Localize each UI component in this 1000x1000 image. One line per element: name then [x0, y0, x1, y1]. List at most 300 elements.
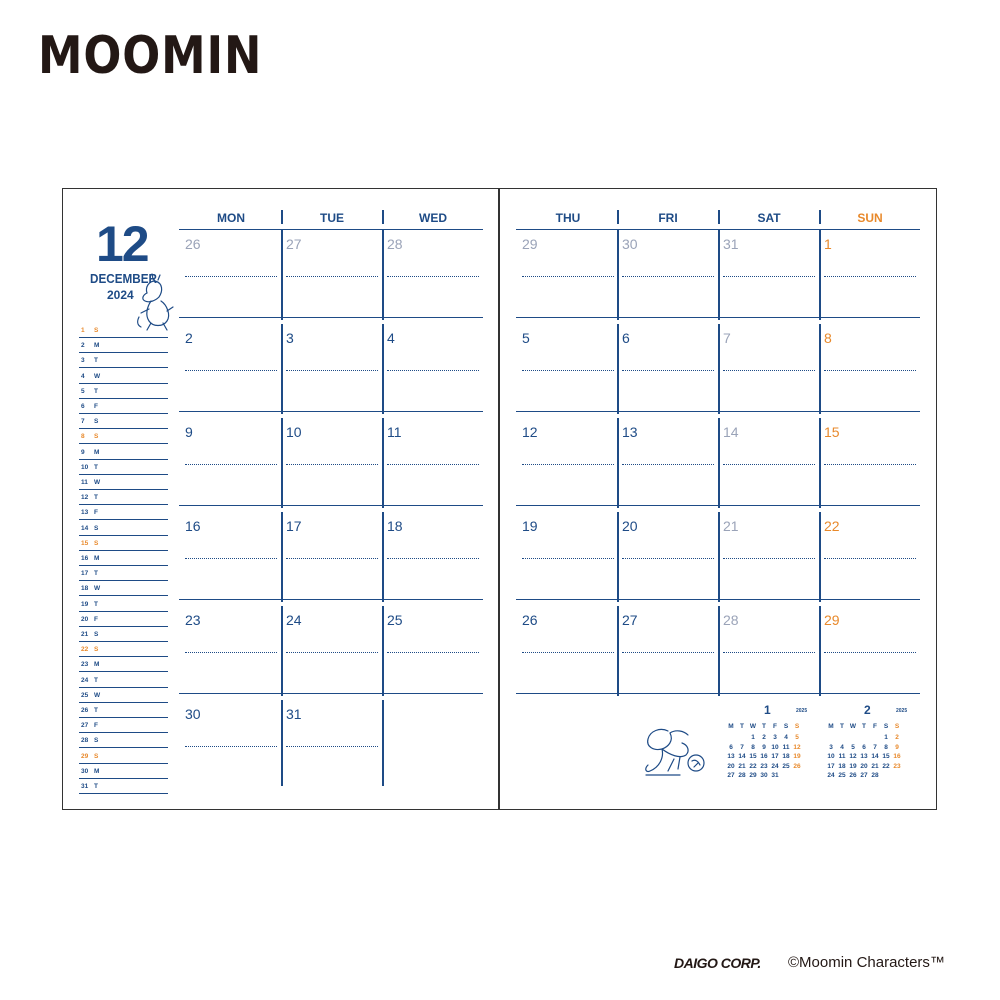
day-number: 20: [622, 518, 638, 534]
side-list-row: [79, 673, 168, 688]
week-rule: [516, 317, 920, 318]
mini-day: 25: [838, 772, 846, 779]
day-writing-line: [185, 746, 277, 747]
side-list-weekday: S: [94, 327, 99, 334]
mini-calendar-month: 1: [764, 703, 771, 717]
day-number: 27: [286, 236, 302, 252]
side-list-weekday: T: [94, 494, 98, 502]
mini-day: 19: [793, 753, 801, 760]
side-list-row: [79, 566, 168, 581]
day-number: 26: [522, 612, 538, 628]
mini-day: 28: [871, 772, 879, 779]
day-writing-line: [723, 370, 815, 371]
day-writing-line: [522, 276, 614, 277]
day-separator: [281, 418, 283, 508]
side-list-row: [79, 369, 168, 384]
day-separator: [382, 418, 384, 508]
side-list-date: 11: [81, 479, 88, 486]
mini-day: 1: [751, 734, 755, 741]
side-list-weekday: F: [94, 509, 98, 517]
day-number: 29: [522, 236, 538, 252]
mini-day: 6: [729, 743, 733, 751]
day-writing-line: [622, 464, 714, 465]
day-number: 13: [622, 424, 638, 440]
side-list-weekday: S: [94, 631, 99, 638]
side-list-weekday: S: [94, 539, 99, 547]
day-writing-line: [387, 558, 479, 559]
side-list-row: [79, 749, 168, 764]
mini-day: 20: [860, 762, 868, 770]
header-separator: [281, 210, 283, 224]
side-list-weekday: W: [94, 479, 101, 486]
day-separator: [819, 230, 821, 320]
side-list-date: 31: [81, 783, 89, 790]
mini-day: 7: [740, 743, 744, 751]
day-number: 11: [387, 424, 402, 440]
mini-day: 3: [773, 734, 777, 741]
mini-day: 24: [827, 772, 835, 779]
day-separator: [281, 512, 283, 602]
mini-day: 31: [771, 772, 779, 779]
side-list-date: 21: [81, 631, 89, 638]
mini-day: 28: [738, 772, 746, 779]
mini-day: 25: [782, 762, 790, 770]
mini-day: 23: [760, 762, 768, 770]
day-writing-line: [286, 464, 378, 465]
weekday-header-fri: FRI: [658, 211, 678, 225]
side-list-date: 4: [81, 372, 85, 380]
side-list-weekday: M: [94, 767, 100, 775]
side-list-weekday: S: [94, 737, 99, 745]
header-separator: [819, 210, 821, 224]
side-list-date: 23: [81, 661, 89, 669]
side-list-row: [79, 445, 168, 460]
mini-day: 4: [840, 743, 844, 751]
day-writing-line: [387, 464, 479, 465]
mini-day: 22: [749, 762, 757, 770]
side-list-row: [79, 688, 168, 703]
day-writing-line: [286, 276, 378, 277]
day-separator: [281, 606, 283, 696]
mini-day: 11: [782, 743, 790, 751]
day-number: 4: [387, 330, 395, 346]
day-separator: [281, 700, 283, 786]
side-list-date: 1: [81, 327, 85, 334]
mini-day: 1: [884, 734, 888, 741]
day-number: 26: [185, 236, 201, 252]
day-separator: [617, 606, 619, 696]
side-list-date: 19: [81, 600, 89, 608]
weekday-header-tue: TUE: [320, 211, 344, 225]
mini-day: 7: [873, 743, 877, 751]
mini-day: 27: [860, 772, 868, 779]
moomin-logo: MOOMIN: [38, 26, 263, 86]
side-list-date: 26: [81, 707, 89, 714]
week-rule: [179, 411, 483, 412]
mini-weekday: W: [849, 723, 857, 730]
day-separator: [718, 230, 720, 320]
mini-weekday: F: [773, 723, 777, 730]
mini-day: 14: [738, 753, 746, 760]
side-list-row: [79, 718, 168, 733]
mini-day: 21: [871, 762, 879, 770]
weekday-header-sun: SUN: [857, 211, 883, 225]
day-writing-line: [387, 276, 479, 277]
day-writing-line: [824, 370, 916, 371]
mini-day: 8: [884, 743, 888, 751]
header-separator: [382, 210, 384, 224]
mini-weekday: T: [862, 723, 866, 730]
weekday-header-mon: MON: [217, 211, 245, 225]
mini-day: 26: [849, 772, 857, 779]
day-writing-line: [286, 558, 378, 559]
day-number: 15: [824, 424, 840, 440]
day-number: 7: [723, 330, 731, 346]
side-list-weekday: T: [94, 783, 98, 790]
day-writing-line: [723, 652, 815, 653]
side-list-date: 28: [81, 737, 89, 745]
side-list-date: 14: [81, 524, 89, 532]
mini-day: 4: [784, 734, 788, 741]
mini-calendar-year: 2025: [796, 708, 808, 714]
daigo-logo: DAIGO CORP.: [674, 955, 761, 971]
day-number: 17: [286, 518, 302, 534]
mini-weekday: W: [749, 723, 757, 730]
day-number: 5: [522, 330, 530, 346]
side-list-row: [79, 581, 168, 596]
mini-day: 6: [862, 743, 866, 751]
side-list-date: 22: [81, 646, 89, 654]
mini-day: 8: [751, 743, 755, 751]
month-year: 2024: [107, 288, 134, 302]
day-number: 1: [824, 236, 832, 252]
day-writing-line: [185, 276, 277, 277]
day-separator: [382, 700, 384, 786]
day-number: 31: [286, 706, 302, 722]
day-number: 6: [622, 330, 630, 346]
day-writing-line: [622, 558, 714, 559]
day-separator: [382, 606, 384, 696]
day-writing-line: [824, 652, 916, 653]
mini-day: 10: [771, 743, 779, 751]
side-list-date: 13: [81, 509, 89, 517]
side-list-weekday: W: [94, 585, 101, 593]
mini-day: 5: [851, 743, 855, 751]
mini-day: 15: [882, 753, 890, 760]
day-number: 8: [824, 330, 832, 346]
mini-weekday: S: [894, 723, 900, 730]
side-list-weekday: T: [94, 570, 98, 578]
side-list-row: [79, 779, 168, 794]
mini-day: 9: [895, 743, 899, 751]
side-list-weekday: F: [94, 722, 98, 730]
mini-weekday: M: [828, 723, 834, 730]
side-list-row: [79, 703, 168, 718]
side-list-row: [79, 505, 168, 520]
header-rule: [179, 229, 483, 230]
left-page: [62, 188, 499, 810]
day-number: 16: [185, 518, 201, 534]
week-rule: [516, 411, 920, 412]
day-writing-line: [824, 558, 916, 559]
moomin-fishing-illustration-icon: [640, 717, 714, 781]
side-list-weekday: M: [94, 448, 100, 456]
day-number: 18: [387, 518, 403, 534]
side-list-weekday: F: [94, 403, 98, 410]
mini-day: 3: [829, 743, 833, 751]
side-list-row: [79, 323, 168, 338]
side-list-row: [79, 490, 168, 505]
day-number: 23: [185, 612, 201, 628]
side-list-weekday: S: [94, 752, 99, 760]
mini-day: 17: [827, 762, 835, 770]
mini-weekday: S: [794, 723, 800, 730]
day-writing-line: [387, 652, 479, 653]
day-writing-line: [824, 276, 916, 277]
day-separator: [617, 324, 619, 414]
mini-day: 24: [771, 762, 779, 770]
side-list-row: [79, 429, 168, 444]
side-list-date: 15: [81, 539, 89, 547]
day-number: 10: [286, 424, 302, 440]
mini-day: 18: [782, 753, 790, 760]
day-separator: [617, 418, 619, 508]
side-list-date: 29: [81, 752, 89, 760]
weekday-header-sat: SAT: [757, 211, 781, 225]
header-separator: [617, 210, 619, 224]
side-list-date: 10: [81, 463, 89, 471]
side-list-row: [79, 642, 168, 657]
side-list-date: 17: [81, 570, 89, 578]
right-page: [499, 188, 937, 810]
side-list-date: 20: [81, 615, 89, 623]
day-separator: [281, 324, 283, 414]
mini-day: 22: [882, 762, 890, 770]
side-list-weekday: T: [94, 600, 98, 608]
day-number: 2: [185, 330, 193, 346]
day-writing-line: [522, 652, 614, 653]
side-list-row: [79, 764, 168, 779]
side-list-weekday: T: [94, 676, 98, 684]
side-list-date: 9: [81, 448, 85, 456]
day-number: 9: [185, 424, 193, 440]
mini-weekday: F: [873, 723, 877, 730]
day-separator: [718, 606, 720, 696]
day-number: 14: [723, 424, 739, 440]
side-list-date: 16: [81, 555, 89, 562]
day-number: 25: [387, 612, 403, 628]
day-separator: [718, 512, 720, 602]
mini-day: 19: [849, 762, 857, 770]
day-writing-line: [824, 464, 916, 465]
mini-day: 13: [860, 753, 868, 760]
mini-weekday: T: [840, 723, 844, 730]
day-writing-line: [286, 652, 378, 653]
day-separator: [819, 606, 821, 696]
side-list-row: [79, 353, 168, 368]
side-list-row: [79, 414, 168, 429]
side-list-row: [79, 521, 168, 536]
weekday-header-thu: THU: [555, 211, 581, 225]
side-list-weekday: M: [94, 555, 100, 562]
day-number: 28: [723, 612, 739, 628]
day-writing-line: [522, 464, 614, 465]
side-list-date: 5: [81, 387, 85, 395]
day-number: 12: [522, 424, 538, 440]
side-list-date: 8: [81, 433, 85, 441]
week-rule: [179, 505, 483, 506]
day-number: 30: [185, 706, 201, 722]
side-list-date: 18: [81, 585, 89, 593]
mini-day: 14: [871, 753, 879, 760]
side-list-weekday: F: [94, 615, 98, 623]
mini-day: 30: [760, 772, 768, 779]
side-list-date: 2: [81, 342, 85, 350]
day-separator: [617, 230, 619, 320]
mini-day: 16: [893, 753, 901, 760]
week-rule: [516, 693, 920, 694]
day-writing-line: [286, 370, 378, 371]
week-rule: [179, 599, 483, 600]
month-name: DECEMBER: [90, 271, 157, 286]
mini-weekday: S: [883, 723, 889, 730]
day-number: 29: [824, 612, 840, 628]
mini-day: 17: [771, 753, 779, 760]
side-list-weekday: S: [94, 418, 99, 426]
day-separator: [382, 512, 384, 602]
mini-weekday: T: [740, 723, 744, 730]
day-number: 28: [387, 236, 403, 252]
mini-day: 27: [727, 772, 735, 779]
day-writing-line: [622, 276, 714, 277]
day-writing-line: [622, 652, 714, 653]
side-list-date: 12: [81, 494, 89, 502]
mini-day: 12: [793, 743, 801, 751]
side-list-date: 6: [81, 403, 85, 410]
side-list-row: [79, 612, 168, 627]
week-rule: [179, 693, 483, 694]
mini-weekday: S: [783, 723, 789, 730]
day-separator: [819, 418, 821, 508]
mini-day: 11: [838, 753, 846, 760]
day-separator: [382, 324, 384, 414]
mini-day: 13: [727, 753, 735, 760]
mini-day: 26: [793, 762, 801, 770]
mini-calendar: [826, 703, 910, 783]
mini-weekday: T: [762, 723, 766, 730]
mini-day: 5: [795, 734, 799, 741]
side-list-row: [79, 657, 168, 672]
day-separator: [382, 230, 384, 320]
day-number: 19: [522, 518, 538, 534]
side-list-row: [79, 627, 168, 642]
side-list-date: 24: [81, 676, 89, 684]
day-separator: [281, 230, 283, 320]
side-list-date: 3: [81, 357, 85, 365]
day-number: 3: [286, 330, 294, 346]
side-list-weekday: T: [94, 707, 98, 714]
day-number: 31: [723, 236, 739, 252]
week-rule: [516, 505, 920, 506]
day-separator: [718, 418, 720, 508]
mini-day: 9: [762, 743, 766, 751]
day-number: 22: [824, 518, 840, 534]
week-rule: [516, 599, 920, 600]
day-separator: [819, 324, 821, 414]
side-list-weekday: M: [94, 342, 100, 350]
mini-day: 2: [895, 734, 899, 741]
side-list-weekday: M: [94, 661, 100, 669]
mini-calendar-month: 2: [864, 703, 871, 717]
side-list-date: 7: [81, 418, 85, 426]
day-writing-line: [387, 370, 479, 371]
side-list-date: 27: [81, 722, 89, 730]
day-writing-line: [286, 746, 378, 747]
mini-day: 18: [838, 762, 846, 770]
day-writing-line: [185, 652, 277, 653]
day-number: 27: [622, 612, 638, 628]
side-list-weekday: T: [94, 357, 98, 365]
copyright-text: ©Moomin Characters™: [788, 954, 945, 971]
weekday-header-wed: WED: [419, 211, 447, 225]
mini-day: 21: [738, 762, 746, 770]
side-list-row: [79, 475, 168, 490]
side-list-date: 30: [81, 767, 89, 775]
mini-day: 23: [893, 762, 901, 770]
mini-day: 16: [760, 753, 768, 760]
side-list-weekday: S: [94, 646, 99, 654]
day-writing-line: [185, 464, 277, 465]
side-list-weekday: S: [94, 433, 99, 441]
day-separator: [718, 324, 720, 414]
side-list-row: [79, 597, 168, 612]
side-list-row: [79, 384, 168, 399]
mini-calendar-year: 2025: [896, 708, 908, 714]
mini-weekday: M: [728, 723, 734, 730]
day-separator: [819, 512, 821, 602]
day-writing-line: [185, 558, 277, 559]
day-writing-line: [185, 370, 277, 371]
day-writing-line: [522, 558, 614, 559]
day-number: 30: [622, 236, 638, 252]
day-writing-line: [723, 558, 815, 559]
side-list-date: 25: [81, 691, 89, 699]
day-number: 24: [286, 612, 302, 628]
side-list-weekday: T: [94, 387, 98, 395]
side-list-weekday: S: [94, 524, 99, 532]
side-list-weekday: T: [94, 463, 98, 471]
side-list-row: [79, 551, 168, 566]
mini-day: 2: [762, 734, 766, 741]
day-writing-line: [622, 370, 714, 371]
side-list-row: [79, 399, 168, 414]
day-writing-line: [522, 370, 614, 371]
side-list-weekday: W: [94, 691, 101, 699]
mini-day: 12: [849, 753, 857, 760]
mini-day: 10: [827, 753, 835, 760]
day-separator: [617, 512, 619, 602]
mini-day: 29: [749, 772, 757, 779]
header-separator: [718, 210, 720, 224]
side-list-row: [79, 338, 168, 353]
week-rule: [179, 317, 483, 318]
day-writing-line: [723, 276, 815, 277]
month-number: 12: [96, 216, 148, 272]
side-list-row: [79, 733, 168, 748]
mini-calendar: [726, 703, 810, 783]
day-writing-line: [723, 464, 815, 465]
mini-day: 20: [727, 762, 735, 770]
